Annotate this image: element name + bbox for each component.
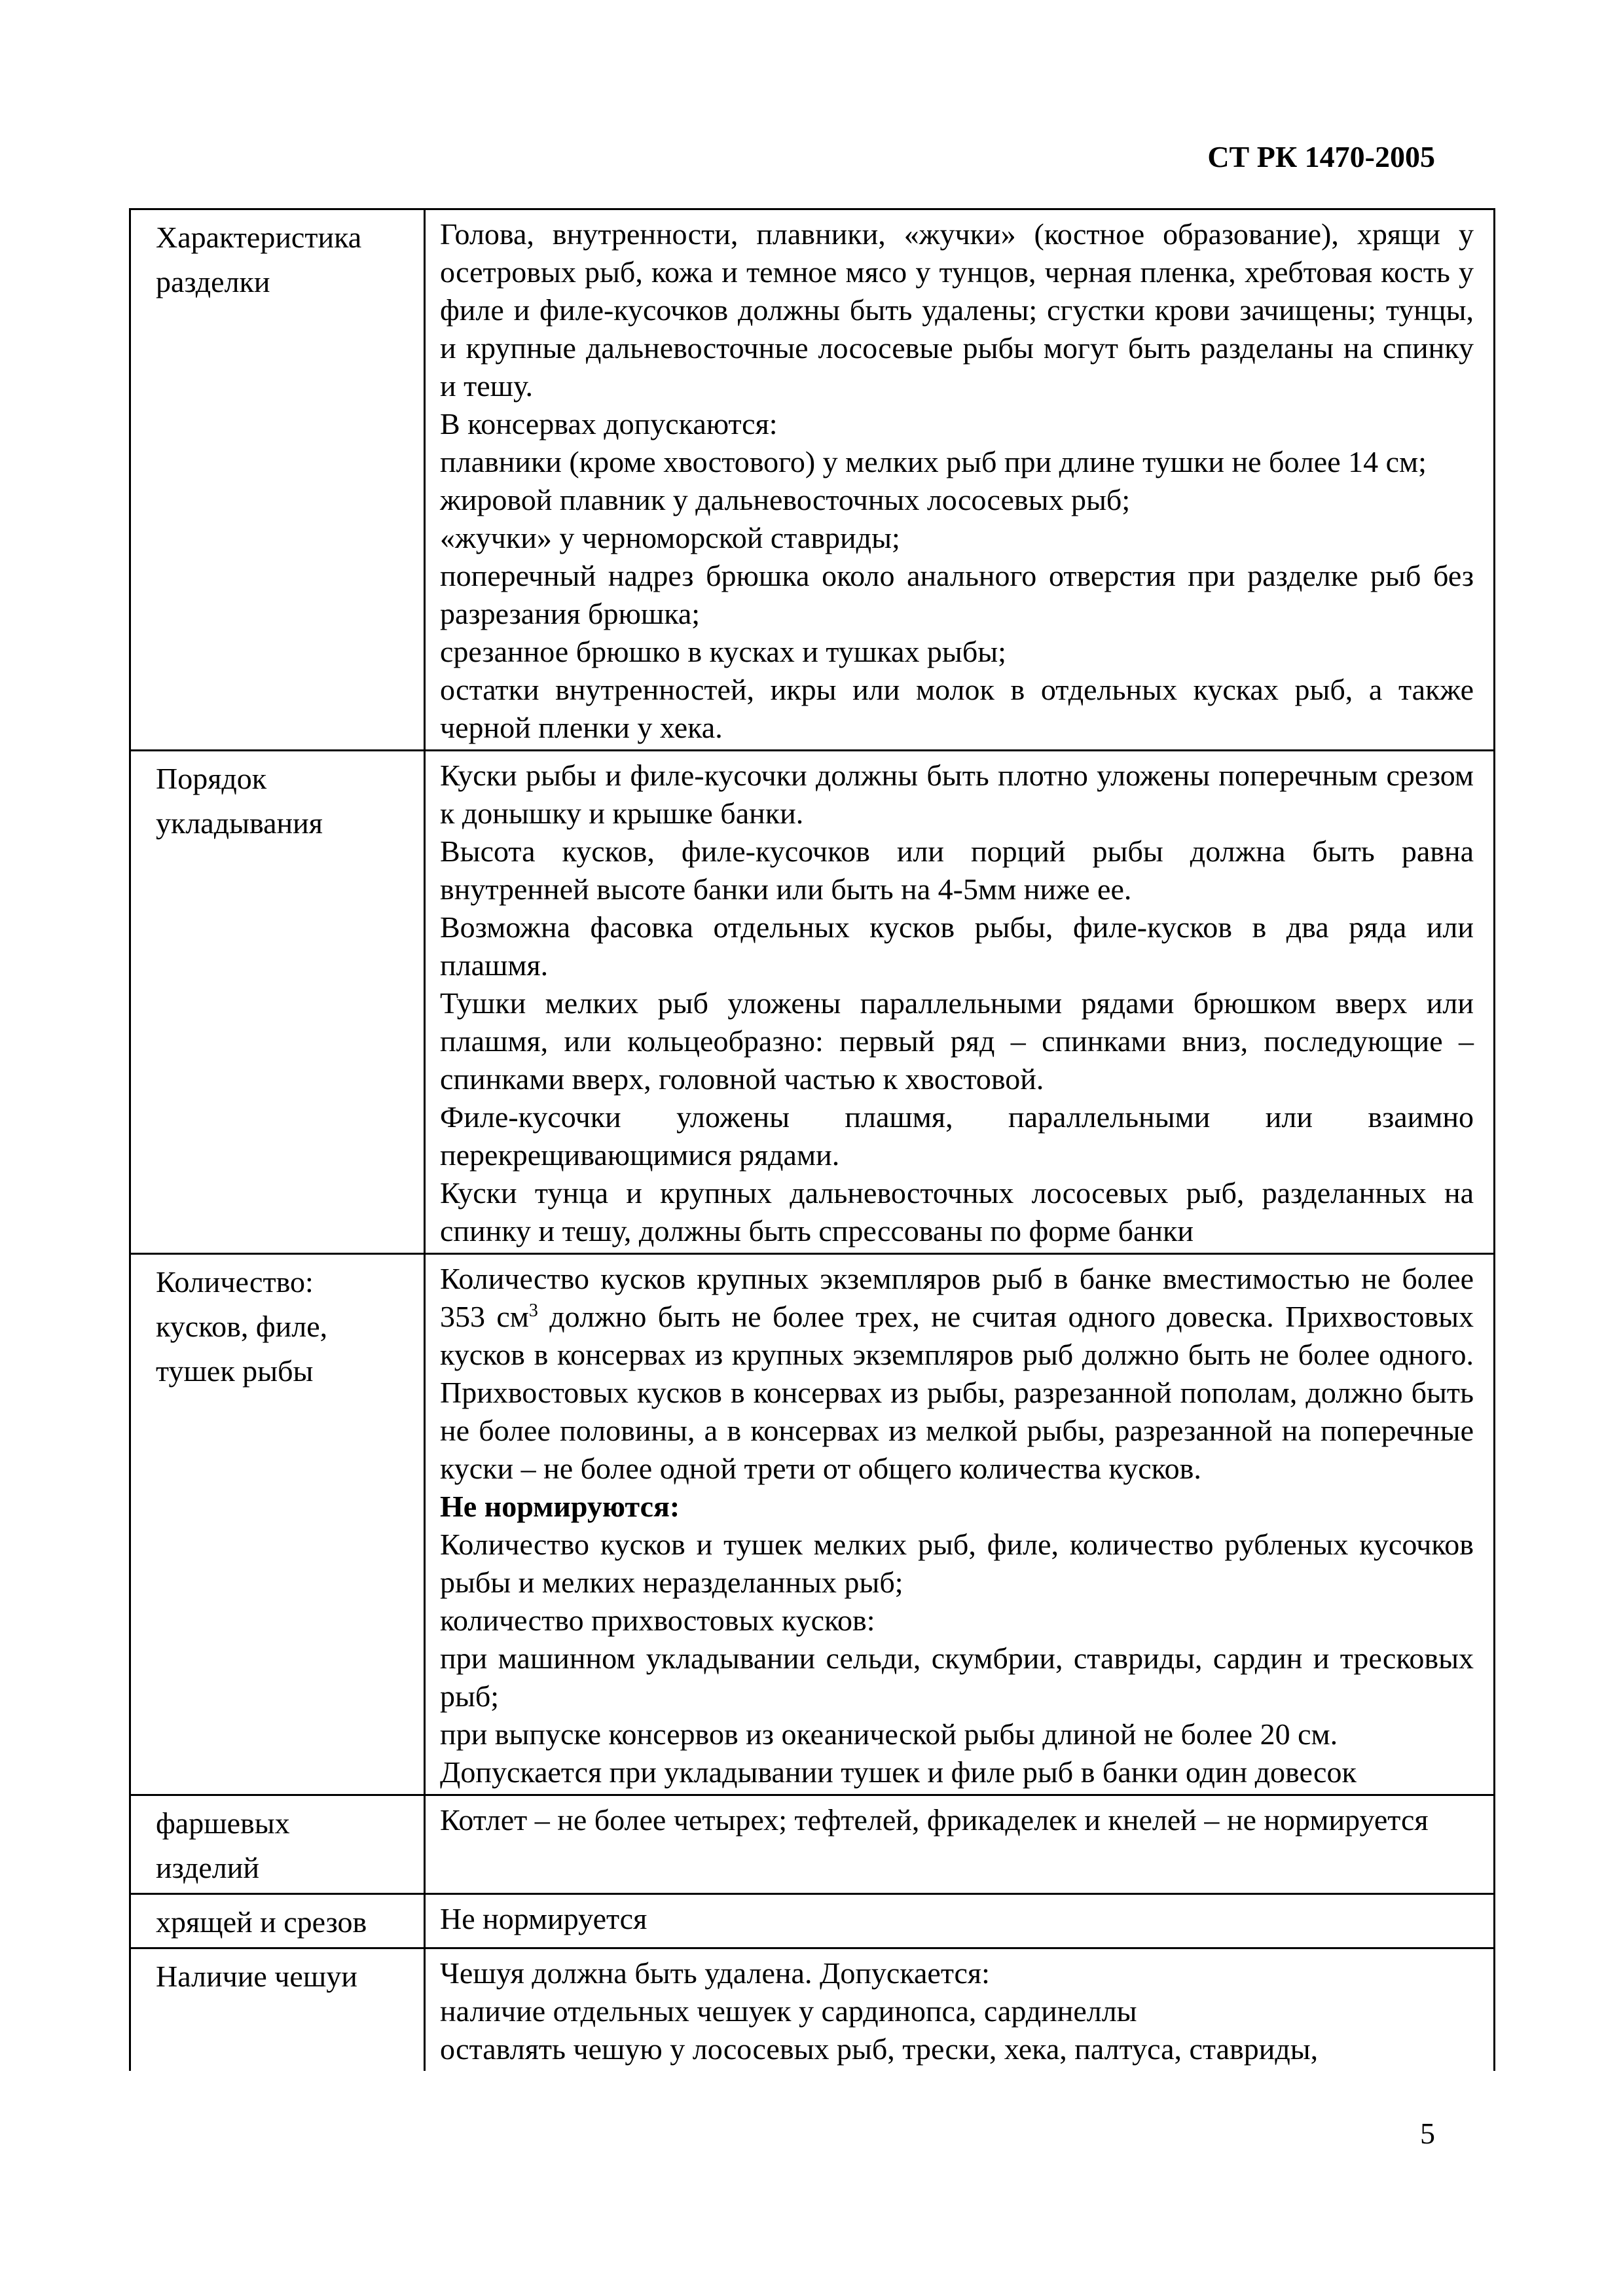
parameter-line: Количество:	[156, 1265, 314, 1299]
description-cell	[425, 751, 1495, 1254]
description-paragraph: В консервах допускаются:	[440, 407, 778, 440]
description-cell	[425, 1795, 1495, 1894]
description-paragraph: Допускается при укладывании тушек и филе рыб в банки один довесок	[440, 1755, 1357, 1789]
parameter-line: кусков, филе,	[156, 1310, 328, 1343]
description-paragraph: Куски рыбы и филе-кусочки должны быть плотно уложены поперечным срезом к донышку и крышке банки.	[440, 759, 1474, 830]
description-paragraph: Не нормируется	[440, 1902, 647, 1935]
description-paragraph: наличие отдельных чешуек у сардинопса, сардинеллы	[440, 1994, 1137, 2028]
description-text: Количество кусков крупных экземпляров рыб в банке вместимостью не более 353 см	[440, 1262, 1474, 1333]
not-normalized-heading: Не нормируются:	[440, 1490, 680, 1523]
description-paragraph: Тушки мелких рыб уложены параллельными рядами брюшком вверх или плашмя, или кольцеобразно: первый ряд – спинками вниз, последующие – спинками вверх, головной частью к хвостовой.	[440, 986, 1474, 1096]
parameter-cell	[130, 1254, 425, 1795]
parameter-line: хрящей и срезов	[156, 1905, 367, 1939]
parameter-line: тушек рыбы	[156, 1354, 314, 1388]
parameter-cell	[130, 1894, 425, 1948]
parameter-cell	[130, 209, 425, 751]
parameter-cell	[130, 1795, 425, 1894]
parameter-line: разделки	[156, 265, 270, 298]
description-paragraph: остатки внутренностей, икры или молок в отдельных кусках рыб, а также черной пленки у хека.	[440, 673, 1474, 744]
table-row	[130, 1894, 1495, 1948]
description-paragraph: «жучки» у черноморской ставриды;	[440, 521, 900, 554]
parameter-line: изделий	[156, 1851, 259, 1884]
description-paragraph: Филе-кусочки уложены плашмя, параллельными или взаимно перекрещивающимися рядами.	[440, 1100, 1474, 1172]
description-paragraph: при выпуске консервов из океанической рыбы длиной не более 20 см.	[440, 1717, 1338, 1751]
description-paragraph: срезанное брюшко в кусках и тушках рыбы;	[440, 635, 1006, 668]
description-cell	[425, 1948, 1495, 2072]
description-paragraph: Количество кусков и тушек мелких рыб, филе, количество рубленых кусочков рыбы и мелких неразделанных рыб;	[440, 1528, 1474, 1599]
description-text: должно быть не более трех, не считая одного довеска. Прихвостовых кусков в консервах из крупных экземпляров рыб должно быть не более одного. Прихвостовых кусков в консервах из рыбы, разрезанной пополам, должно быть не более половины, а в консервах из мелкой рыбы, разрезанной на поперечные куски – не более одной трети от общего количества кусков.	[440, 1300, 1474, 1485]
table-row	[130, 1795, 1495, 1894]
document-code: СТ РК 1470-2005	[1207, 140, 1435, 173]
parameter-cell	[130, 751, 425, 1254]
parameter-line: Порядок	[156, 762, 267, 795]
description-paragraph: Голова, внутренности, плавники, «жучки» (костное образование), хрящи у осетровых рыб, кожа и темное мясо у тунцов, черная пленка, хребтовая кость у филе и филе-кусочков должны быть удалены; сгустки крови зачищены; тунцы, и крупные дальневосточные лососевые рыбы могут быть разделаны на спинку и тешу.	[440, 217, 1474, 403]
description-paragraph: Возможна фасовка отдельных кусков рыбы, филе-кусков в два ряда или плашмя.	[440, 910, 1474, 982]
parameter-cell	[130, 1948, 425, 2072]
specification-table	[129, 208, 1495, 2071]
table-row	[130, 751, 1495, 1254]
table-row	[130, 1948, 1495, 2072]
page-number: 5	[1420, 2117, 1435, 2150]
description-paragraph: Котлет – не более четырех; тефтелей, фрикаделек и кнелей – не нормируется	[440, 1803, 1429, 1837]
description-paragraph: количество прихвостовых кусков:	[440, 1604, 875, 1637]
description-paragraph	[440, 1260, 1474, 1488]
parameter-line: Характеристика	[156, 221, 362, 254]
description-paragraph: плавники (кроме хвостового) у мелких рыб при длине тушки не более 14 см;	[440, 445, 1427, 478]
table-row	[130, 209, 1495, 751]
description-cell	[425, 1894, 1495, 1948]
parameter-line: Наличие чешуи	[156, 1960, 357, 1993]
parameter-line: укладывания	[156, 806, 323, 840]
description-paragraph: Высота кусков, филе-кусочков или порций рыбы должна быть равна внутренней высоте банки или быть на 4-5мм ниже ее.	[440, 834, 1474, 906]
description-cell	[425, 1254, 1495, 1795]
table-row	[130, 1254, 1495, 1795]
description-paragraph: при машинном укладывании сельди, скумбрии, ставриды, сардин и тресковых рыб;	[440, 1641, 1474, 1713]
description-cell	[425, 209, 1495, 751]
description-paragraph: Куски тунца и крупных дальневосточных лососевых рыб, разделанных на спинку и тешу, должны быть спрессованы по форме банки	[440, 1176, 1474, 1247]
description-paragraph: жировой плавник у дальневосточных лососевых рыб;	[440, 483, 1131, 516]
parameter-line: фаршевых	[156, 1806, 290, 1840]
superscript: 3	[528, 1300, 538, 1321]
description-paragraph: оставлять чешую у лососевых рыб, трески, хека, палтуса, ставриды,	[440, 2032, 1319, 2066]
description-paragraph: Чешуя должна быть удалена. Допускается:	[440, 1956, 990, 1990]
description-paragraph: поперечный надрез брюшка около анального отверстия при разделке рыб без разрезания брюшка;	[440, 559, 1474, 630]
